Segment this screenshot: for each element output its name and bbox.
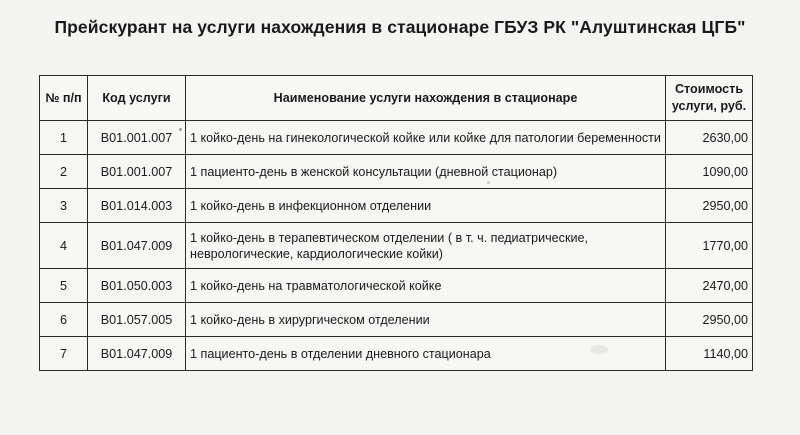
row-number: 3 bbox=[40, 189, 88, 223]
service-price: 2630,00 bbox=[666, 121, 753, 155]
service-price: 1140,00 bbox=[666, 337, 753, 371]
service-name: 1 койко-день в инфекционном отделении bbox=[186, 189, 666, 223]
service-code: B01.050.003 bbox=[88, 269, 186, 303]
service-price: 2470,00 bbox=[666, 269, 753, 303]
scan-speck bbox=[487, 181, 490, 184]
header-code: Код услуги bbox=[88, 76, 186, 121]
header-num: № п/п bbox=[40, 76, 88, 121]
service-name: 1 пациенто-день в женской консультации (дневной стационар) bbox=[186, 155, 666, 189]
row-number: 6 bbox=[40, 303, 88, 337]
service-code: B01.047.009 bbox=[88, 223, 186, 269]
table-row bbox=[40, 189, 753, 223]
table-row bbox=[40, 155, 753, 189]
header-row bbox=[40, 76, 753, 121]
service-price: 1770,00 bbox=[666, 223, 753, 269]
row-number: 1 bbox=[40, 121, 88, 155]
service-price: 2950,00 bbox=[666, 189, 753, 223]
document-title: Прейскурант на услуги нахождения в стационаре ГБУЗ РК "Алуштинская ЦГБ" bbox=[54, 17, 746, 37]
table-row bbox=[40, 121, 753, 155]
service-code: B01.057.005 bbox=[88, 303, 186, 337]
service-price: 2950,00 bbox=[666, 303, 753, 337]
service-name: 1 койко-день в терапевтическом отделении ( в т. ч. педиатрические, неврологические, кардиологические койки) bbox=[186, 223, 666, 269]
scan-speck bbox=[179, 128, 182, 131]
table-row bbox=[40, 223, 753, 269]
service-name: 1 койко-день на травматологической койке bbox=[186, 269, 666, 303]
service-code: B01.014.003 bbox=[88, 189, 186, 223]
table-row bbox=[40, 337, 753, 371]
service-name: 1 койко-день в хирургическом отделении bbox=[186, 303, 666, 337]
row-number: 4 bbox=[40, 223, 88, 269]
service-code: B01.001.007 bbox=[88, 155, 186, 189]
service-name: 1 пациенто-день в отделении дневного стационара bbox=[186, 337, 666, 371]
table-row bbox=[40, 269, 753, 303]
price-table bbox=[39, 75, 753, 371]
header-price: Стоимость услуги, руб. bbox=[666, 76, 753, 121]
table-row bbox=[40, 303, 753, 337]
scan-speck bbox=[433, 350, 447, 358]
header-name: Наименование услуги нахождения в стационаре bbox=[186, 76, 666, 121]
scan-speck bbox=[590, 345, 608, 354]
row-number: 5 bbox=[40, 269, 88, 303]
service-code: B01.001.007 bbox=[88, 121, 186, 155]
service-name: 1 койко-день на гинекологической койке или койке для патологии беременности bbox=[186, 121, 666, 155]
row-number: 7 bbox=[40, 337, 88, 371]
service-price: 1090,00 bbox=[666, 155, 753, 189]
service-code: B01.047.009 bbox=[88, 337, 186, 371]
row-number: 2 bbox=[40, 155, 88, 189]
